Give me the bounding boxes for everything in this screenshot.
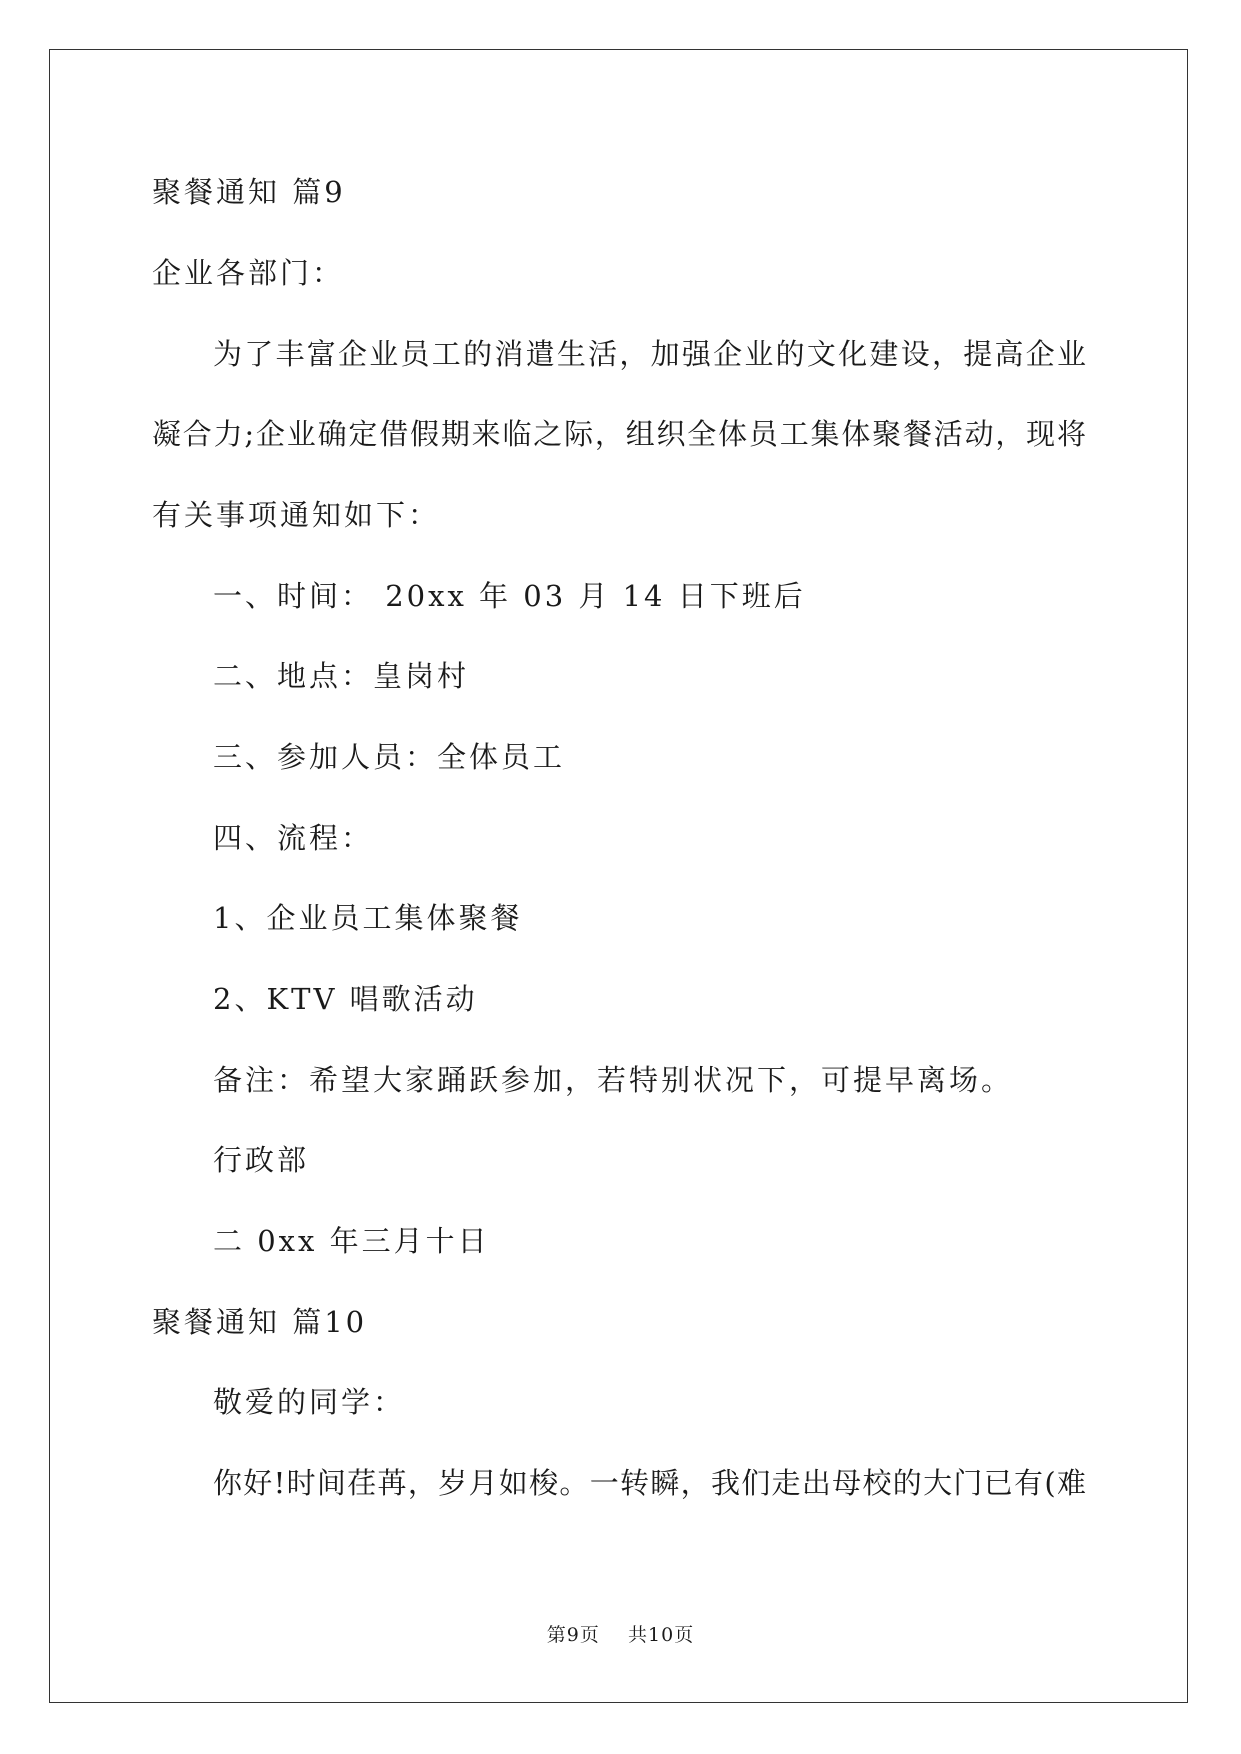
page-total: 共10页 [628,1624,695,1646]
page-footer [0,1620,1241,1647]
salutation: 企业各部门： [152,256,345,290]
section-heading-10: 聚餐通知 篇10 [152,1305,368,1339]
process-step: 2、KTV 唱歌活动 [213,982,478,1016]
paragraph-line: 有关事项通知如下： [152,498,441,532]
paragraph-line: 凝合力;企业确定借假期来临之际，组织全体员工集体聚餐活动，现将 [152,417,1087,451]
list-item-process: 四、流程： [213,821,374,855]
page-number: 第9页 [546,1624,600,1646]
list-item-participants: 三、参加人员：全体员工 [213,740,566,774]
paragraph-line: 为了丰富企业员工的消遣生活，加强企业的文化建设，提高企业 [213,337,1087,371]
remark: 备注：希望大家踊跃参加，若特别状况下，可提早离场。 [213,1063,1014,1097]
signature-department: 行政部 [213,1143,310,1177]
signature-date: 二 0xx 年三月十日 [213,1224,490,1258]
page-border [49,49,1188,1703]
salutation: 敬爱的同学： [213,1385,406,1419]
section-heading-9: 聚餐通知 篇9 [152,175,346,209]
list-item-location: 二、地点：皇岗村 [213,659,470,693]
process-step: 1、企业员工集体聚餐 [213,901,523,935]
list-item-time: 一、时间： 20xx 年 03 月 14 日下班后 [213,579,806,613]
paragraph-line: 你好!时间荏苒，岁月如梭。一转瞬，我们走出母校的大门已有(难 [213,1466,1087,1500]
